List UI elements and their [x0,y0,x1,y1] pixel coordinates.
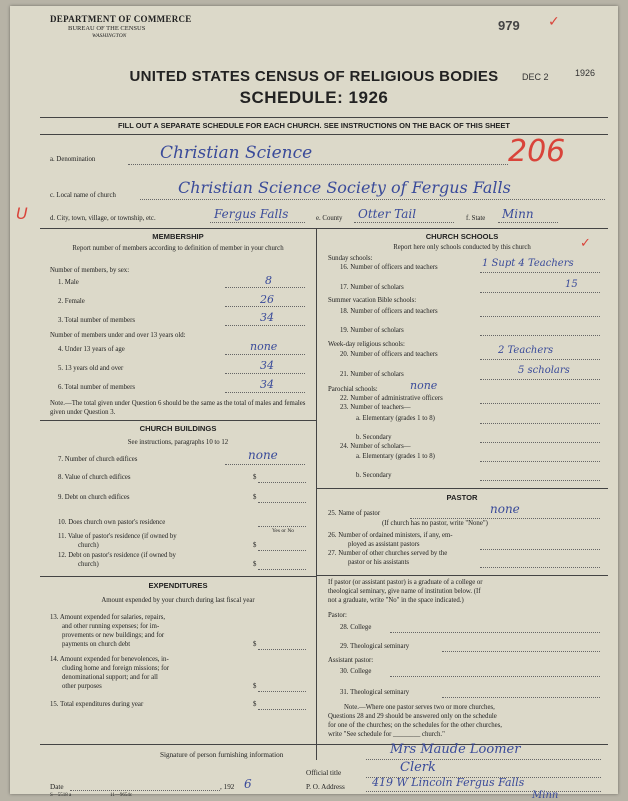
grad-note-3: not a graduate, write "No" in the space indicated.) [328,597,464,604]
q28-label: 28. College [340,624,372,631]
q10-label: 10. Does church own pastor's residence [58,519,166,526]
q2-value: 26 [260,293,274,306]
church-name-label: c. Local name of church [50,192,116,199]
q14-label: 14. Amount expended for benevolences, in- [50,656,169,663]
schools-heading: CHURCH SCHOOLS [425,232,499,241]
q4-label: 4. Under 13 years of age [58,346,125,353]
yes-no-hint: Yes or No [272,528,295,534]
q20-label: 20. Number of officers and teachers [340,351,438,358]
form-number: S—5518 a [50,793,72,798]
schools-subtitle: Report here only schools conducted by this church [393,244,531,251]
schedule-number: 979 [498,18,520,33]
q31-label: 31. Theological seminary [340,689,410,696]
q5-value: 34 [260,359,274,372]
q11-dollar: $ [253,542,257,549]
q11-label-cont: church) [78,542,99,549]
grad-note-1: If pastor (or assistant pastor) is a graduate of a college or [328,579,483,586]
assistant-sub-label: Assistant pastor: [328,657,374,664]
q13-dollar: $ [253,641,257,648]
q13-label: 13. Amount expended for salaries, repairs, [50,614,166,621]
city-name: WASHINGTON [92,33,127,39]
sunday-heading: Sunday schools: [328,255,373,262]
q3-label: 3. Total number of members [58,317,135,324]
q14-label-3: denominational support; and for all [62,674,158,681]
state-value: Minn [502,207,534,221]
state-label: f. State [466,215,486,222]
q4-value: none [250,340,278,353]
q8-label: 8. Value of church edifices [58,474,131,481]
q12-label: 12. Debt on pastor's residence (if owned by [58,552,176,559]
buildings-heading: CHURCH BUILDINGS [139,424,217,433]
form-title: UNITED STATES CENSUS OF RELIGIOUS BODIES [129,68,499,85]
q25-hint: (If church has no pastor, write "None") [382,520,488,527]
q27-label: 27. Number of other churches served by the [328,550,448,557]
q24-label: 24. Number of scholars— [340,443,411,450]
age-heading: Number of members under and over 13 years old: [50,332,186,339]
q22-label: 22. Number of administrative officers [340,395,443,402]
county-label: e. County [316,215,343,222]
q13-label-4: payments on church debt [62,641,131,648]
q7-label: 7. Number of church edifices [58,456,138,463]
q6-value: 34 [260,378,274,391]
q6-label: 6. Total number of members [58,384,135,391]
received-stamp-year: 1926 [575,68,596,78]
q21-label: 21. Number of scholars [340,371,404,378]
schedule-title: SCHEDULE: 1926 [239,88,389,107]
received-stamp-date: DEC 2 [522,72,549,82]
q13-label-3: provements or new buildings; and for [62,632,165,639]
red-number: 206 [508,134,566,169]
q26-label: 26. Number of ordained ministers, if any, em- [328,532,453,539]
q15-label: 15. Total expenditures during year [50,701,144,708]
city-value: Fergus Falls [214,207,289,221]
pastor-sub-label: Pastor: [328,612,347,619]
pastor-note-4: write "See schedule for ________ church." [328,731,445,738]
q23-label: 23. Number of teachers— [340,404,411,411]
year-prefix: , 192 [220,783,235,791]
instruction-line: FILL OUT A SEPARATE SCHEDULE FOR EACH CHURCH. SEE INSTRUCTIONS ON THE BACK OF THIS SHEET [118,121,510,130]
q25-value: none [490,502,520,516]
county-value: Otter Tail [358,207,417,221]
q5-label: 5. 13 years old and over [58,365,124,372]
q16-label: 16. Number of officers and teachers [340,264,438,271]
q1-value: 8 [265,274,272,287]
q14-label-2: cluding home and foreign missions; for [62,665,170,672]
q23b-label: b. Secondary [356,434,392,441]
department-name: DEPARTMENT OF COMMERCE [50,14,192,24]
membership-heading: MEMBERSHIP [152,232,204,241]
pastor-note-2: Questions 28 and 29 should be answered only on the schedule [328,713,497,720]
q2-label: 2. Female [58,298,85,305]
q9-label: 9. Debt on church edifices [58,494,130,501]
bureau-name: BUREAU OF THE CENSUS [68,25,146,32]
q25-label: 25. Name of pastor [328,510,381,517]
q13-label-2: and other running expenses; for im- [62,623,160,630]
po-address-value: 419 W Lincoln Fergus Falls [372,776,525,789]
official-title-value: Clerk [400,760,436,775]
q19-label: 19. Number of scholars [340,327,404,334]
signature-value: Mrs Maude Loomer [390,742,521,757]
expenditures-subtitle: Amount expended by your church during last fiscal year [101,597,255,604]
q16-value: 1 Supt 4 Teachers [482,258,574,269]
denomination-value: Christian Science [160,143,313,163]
buildings-subtitle: See instructions, paragraphs 10 to 12 [127,439,229,446]
summer-heading: Summer vacation Bible schools: [328,297,417,304]
q24b-label: b. Secondary [356,472,392,479]
q18-label: 18. Number of officers and teachers [340,308,438,315]
q14-dollar: $ [253,683,257,690]
red-check-16: ✓ [580,236,591,251]
check-mark: ✓ [548,14,560,30]
q12-dollar: $ [253,561,257,568]
q12-label-cont: church) [78,561,99,568]
by-sex-label: Number of members, by sex: [50,267,130,274]
margin-mark: U [16,204,28,223]
weekday-heading: Week-day religious schools: [328,341,405,348]
q9-dollar: $ [253,494,257,501]
church-name-value: Christian Science Society of Fergus Falls [178,178,511,197]
po-address-label: P. O. Address [306,783,345,791]
pastor-note-1: Note.—Where one pastor serves two or more churches, [344,704,495,711]
membership-subtitle: Report number of members according to definition of member in your church [72,245,284,252]
q20-value: 2 Teachers [498,345,554,356]
official-title-label: Official title [306,769,342,777]
q29-label: 29. Theological seminary [340,643,410,650]
q26-label-2: ployed as assistant pastors [348,541,420,548]
q1-label: 1. Male [58,279,79,286]
print-number: 11—9654c [110,793,133,798]
q7-value: none [248,448,278,462]
city-label: d. City, town, village, or township, etc. [50,215,156,222]
q21-value: 5 scholars [518,365,570,376]
year-digit: 6 [244,777,252,791]
q24a-label: a. Elementary (grades 1 to 8) [356,453,435,460]
q17-label: 17. Number of scholars [340,284,404,291]
parochial-heading: Parochial schools: [328,386,378,393]
q27-label-2: pastor or his assistants [348,559,409,566]
pastor-heading: PASTOR [446,493,478,502]
q23a-label: a. Elementary (grades 1 to 8) [356,415,435,422]
q3-value: 34 [260,311,274,324]
membership-note: Note.—The total given under Question 6 should be the same as the total of males and females given under Question 3. [50,400,306,416]
q15-dollar: $ [253,701,257,708]
census-schedule-page [10,6,618,801]
expenditures-heading: EXPENDITURES [148,581,208,590]
pastor-note-3: for one of the churches; on the schedules for the other churches, [328,722,503,729]
q17-value: 15 [565,279,578,290]
po-address-state: Minn [532,790,559,801]
q30-label: 30. College [340,668,372,675]
q8-dollar: $ [253,474,257,481]
q11-label: 11. Value of pastor's residence (if owned by [58,533,177,540]
parochial-value: none [410,379,438,392]
date-label: Date [50,783,64,791]
denomination-label: a. Denomination [50,156,96,163]
signature-label: Signature of person furnishing information [160,751,284,759]
q14-label-4: other purposes [62,683,102,690]
grad-note-2: theological seminary, give name of institution below. (If [328,588,481,595]
